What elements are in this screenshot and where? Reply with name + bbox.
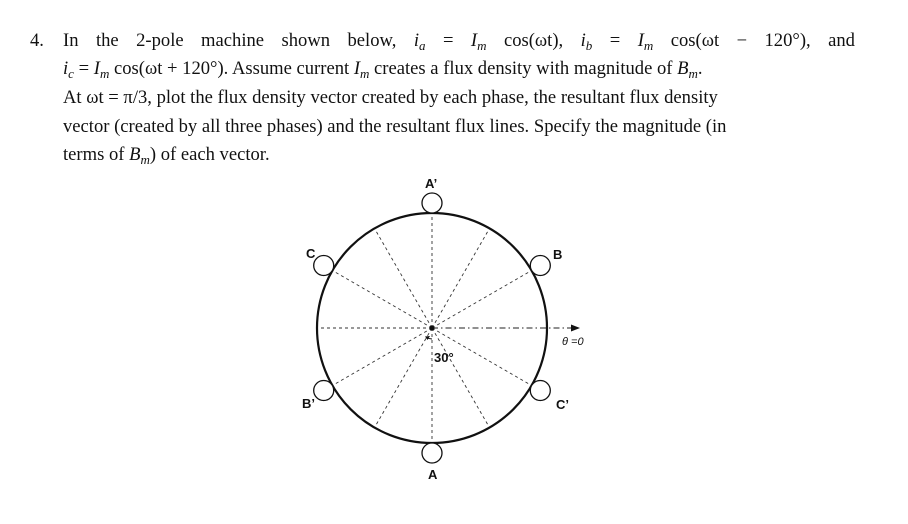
radial-line-240 — [375, 328, 433, 428]
theta-zero-arrow-icon — [571, 325, 580, 332]
conductor-b-prime — [314, 381, 334, 401]
radial-line-150 — [332, 271, 432, 329]
conductor-b — [530, 256, 550, 276]
radial-line-60 — [432, 228, 490, 328]
label-a: A — [428, 467, 438, 482]
conductor-c-prime — [530, 381, 550, 401]
conductor-c — [314, 256, 334, 276]
problem-number: 4. — [30, 30, 44, 51]
conductor-a — [422, 443, 442, 463]
radial-line-210 — [332, 328, 432, 386]
radial-line-300 — [432, 328, 490, 428]
label-theta-zero: θ =0 — [562, 336, 584, 348]
problem-line-2: $i_c = I_m$ cos(ωt + 120°). Assume current $I_m$ creates a flux density with magnitude of $B_m$. — [63, 58, 703, 81]
label-c-prime: C’ — [556, 397, 569, 412]
radial-line-120 — [375, 228, 433, 328]
label-b: B — [553, 247, 563, 262]
label-a-prime: A’ — [425, 176, 438, 191]
radial-line-30 — [432, 271, 532, 329]
label-b-prime: B’ — [302, 396, 315, 411]
center-point — [429, 325, 434, 330]
label-angle: 30° — [434, 350, 454, 365]
problem-line-5: terms of $B_m$) of each vector. — [63, 144, 270, 167]
conductor-a-prime — [422, 193, 442, 213]
problem-line-1: In the 2-pole machine shown below, $i_a = I_m$ cos(ωt), $i_b = I_m$ cos(ωt − 120°), and — [63, 30, 855, 53]
problem-line-3: At ωt = π/3, plot the flux density vector created by each phase, the resultant flux density — [63, 87, 718, 108]
label-c: C — [306, 246, 316, 261]
problem-line-4: vector (created by all three phases) and the resultant flux lines. Specify the magnitude (in — [63, 116, 727, 137]
